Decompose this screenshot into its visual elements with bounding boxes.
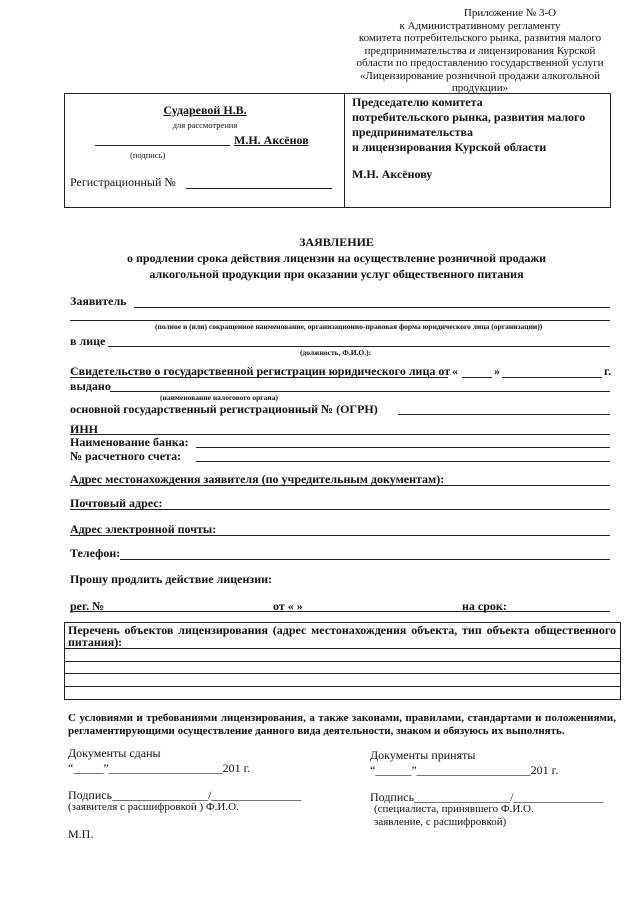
objects-row [64,686,620,687]
appendix-line: Приложение № 3-О [463,7,557,19]
cert-day-line [462,377,492,378]
reviewer-name: Сударевой Н.В. [163,103,247,117]
person-line [108,346,610,347]
applicant-line-2 [70,320,610,321]
docs-accepted-label: Документы приняты [370,748,476,762]
applicant-signature: Подпись________________/_______________ [68,788,302,802]
postal-line [70,509,610,510]
addressee-block [352,95,585,155]
address-label: Адрес местонахождения заявителя (по учредительным документам): [70,472,445,486]
cert-quote-open: « [452,364,458,378]
for-review-caption: для рассмотрения [172,120,238,130]
email-label: Адрес электронной почты: [70,522,217,536]
appendix-line: комитета потребительского рынка, развития малого [358,32,602,44]
addressee-line: Председателю комитета [352,95,483,109]
header-box-divider [344,93,345,207]
cert-month-line [502,377,602,378]
postal-label: Почтовый адрес: [70,496,163,510]
request-label: Прошу продлить действие лицензии: [70,572,273,586]
appendix-line: предпринимательства и лицензирования Курской [364,44,596,57]
address-line [70,485,610,486]
reg-no-label: рег. № [70,599,105,613]
term-label: на срок: [462,599,507,613]
reg-no-line [70,611,610,612]
addressee-name: М.Н. Аксёнову [352,167,433,181]
account-line [196,461,610,462]
objects-table-header: Перечень объектов лицензирования (адрес местонахождения объекта, тип объекта общественного питания): [68,623,616,649]
document-subtitle-1: о продлении срока действия лицензии на осуществление розничной продажи [126,251,546,265]
appendix-line: области по предоставлению государственной услуги [356,57,604,69]
appendix-line: «Лицензирование розничной продажи алкогольной [359,69,601,82]
phone-label: Телефон: [70,546,121,560]
objects-row [64,673,620,674]
addressee-line: и лицензирования Курской области [352,140,547,154]
applicant-line [134,307,610,308]
agreement-text: С условиями и требованиями лицензирования, а также законами, правилами, стандартами и положениями, регламентирующими осуществление данного вида деятельности, знаком и обязуюсь их выполнять. [68,712,616,737]
phone-line [120,559,610,560]
objects-row [64,661,620,662]
inn-label: ИНН [70,422,99,436]
document-title: ЗАЯВЛЕНИЕ [299,235,374,249]
applicant-label: Заявитель [70,294,127,308]
ogrn-line [398,414,610,415]
docs-submitted-label: Документы сданы [68,746,161,760]
ogrn-label: основной государственный регистрационный № (ОГРН) [70,402,378,416]
cert-quote-close: » [494,364,500,378]
person-caption: (должность, Ф.И.О.): [300,348,372,357]
appendix-line: к Административному регламенту [399,19,561,32]
applicant-caption: (полное и (или) сокращенное наименование, организационно-правовая форма юридического лица (организации)) [155,322,543,331]
applicant-signature-caption: (заявителя с расшифровкой ) Ф.И.О. [68,801,239,813]
appendix-line: продукции» [451,82,509,94]
document-subtitle-2: алкогольной продукции при оказании услуг общественного питания [149,267,524,281]
specialist-signature-caption-2: заявление, с расшифровкой) [374,816,507,828]
appendix-block [345,7,615,95]
signer-name: М.Н. Аксёнов [234,133,309,147]
docs-submitted-date: “_____”___________________201 г. [68,761,251,775]
specialist-signature-caption-1: (специалиста, принявшего Ф.И.О. [374,803,534,815]
from-label: от « » [273,599,303,613]
certificate-underline [70,377,448,378]
reg-number-label: Регистрационный № [70,175,176,189]
account-label: № расчетного счета: [70,449,182,463]
signature-line [95,145,230,146]
stamp-placeholder: М.П. [68,827,94,841]
signature-caption: (подпись) [130,150,166,160]
specialist-signature: Подпись________________/_______________ [370,790,604,804]
addressee-line: предпринимательства [352,125,473,139]
cert-year: г. [604,364,612,378]
bank-label: Наименование банка: [70,435,189,449]
objects-row [64,648,620,649]
issued-line [110,391,610,392]
reg-number-line [186,188,332,189]
certificate-label: Свидетельство о государственной регистрации юридического лица от [70,364,451,378]
addressee-line: потребительского рынка, развития малого [352,110,586,124]
docs-accepted-date: “______”___________________201 г. [370,763,559,777]
issued-label: выдано [70,379,111,393]
bank-line [196,447,610,448]
issued-caption: (наименование налогового органа) [160,393,278,402]
email-line [70,535,610,536]
person-label: в лице [70,334,106,348]
